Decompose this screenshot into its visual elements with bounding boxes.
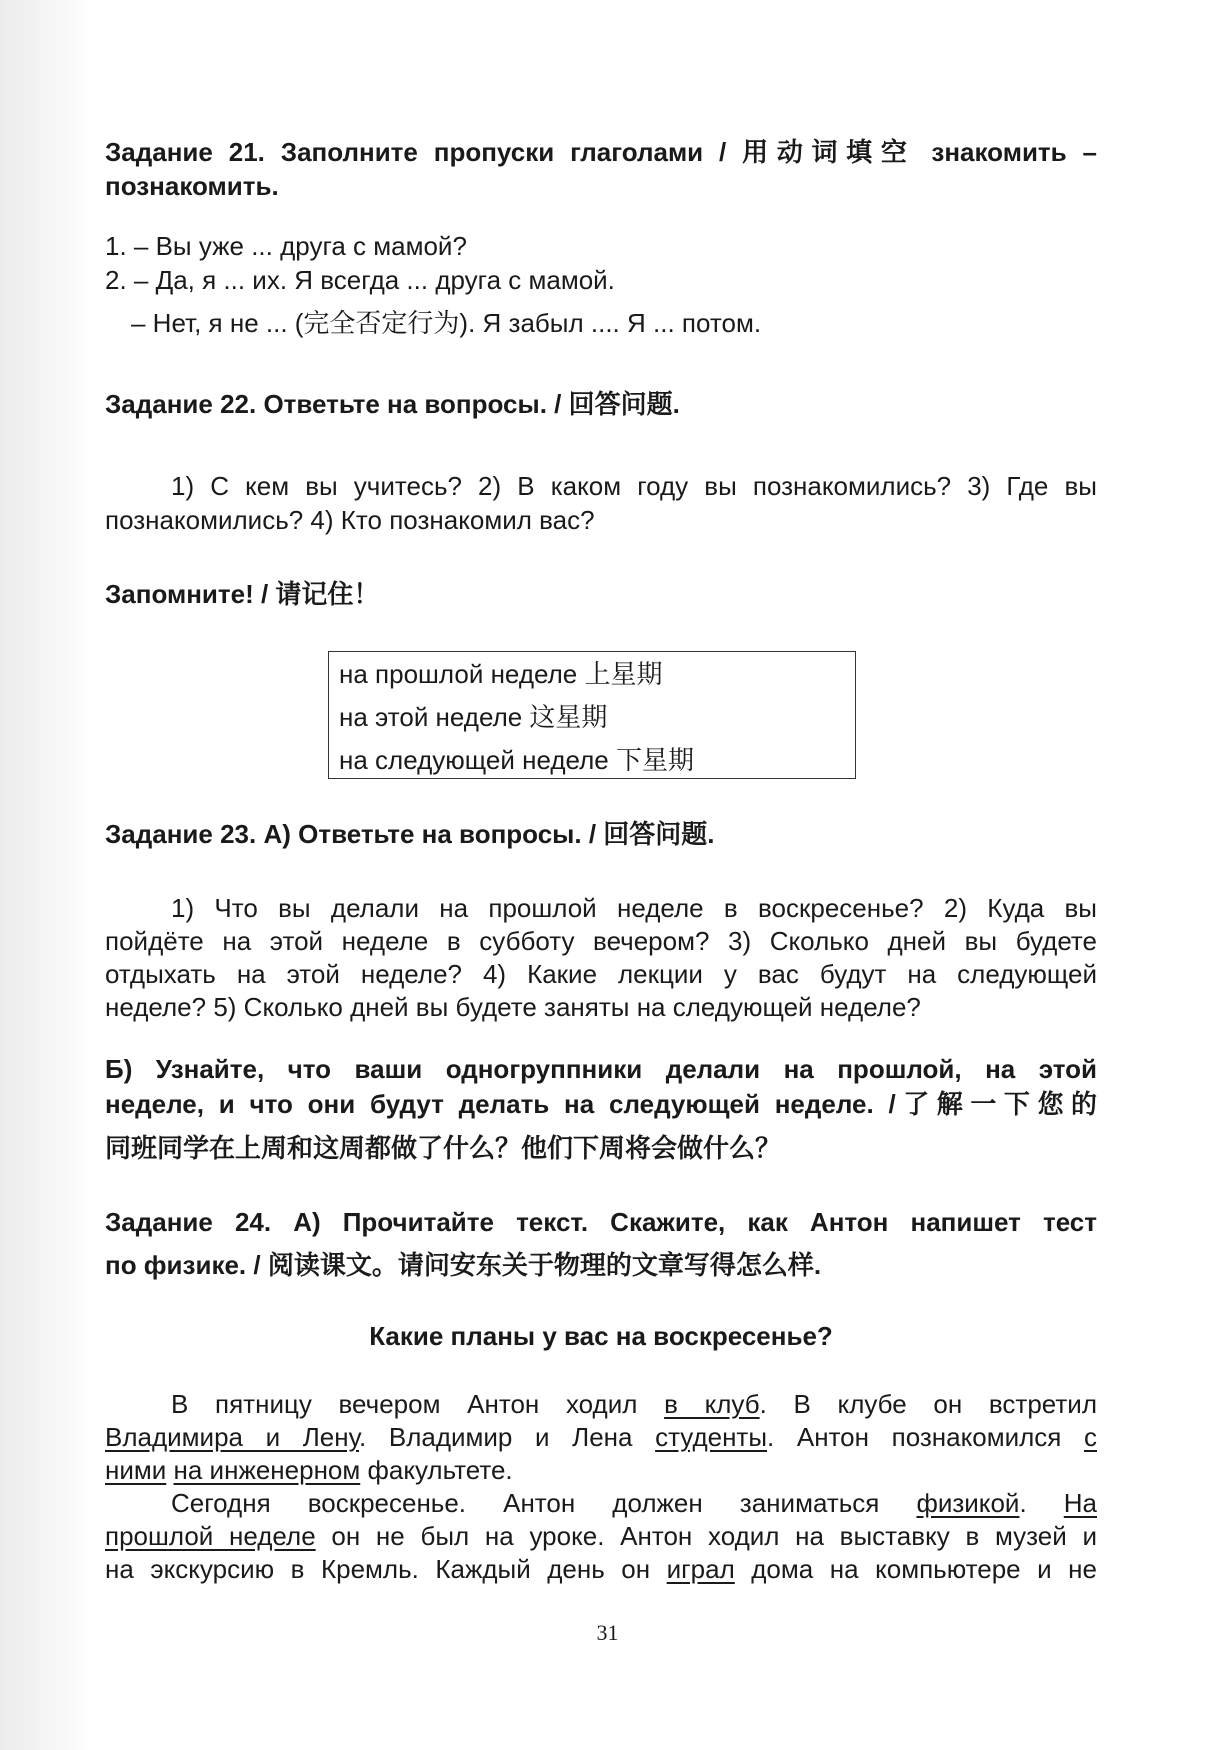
task-23-title: Задание 23. А) Ответьте на вопросы. / 回答问题. [105,819,715,849]
underlined-word: играл [666,1554,735,1584]
remember-title: Запомните! / 请记住！ [105,579,380,609]
underlined-word: с [1084,1422,1097,1452]
paragraph-2-line-3 [105,1552,1097,1586]
task-21-line-3: – Нет, я не ... (完全否定行为). Я забыл .... Я ... потом. [131,308,762,338]
task-23b-line-3: 同班同学在上周和这周都做了什么？他们下周将会做什么？ [105,1133,782,1163]
underlined-word: прошлой неделе [105,1521,316,1551]
scan-edge-shadow [0,0,95,1750]
task-22-title: Задание 22. Ответьте на вопросы. / 回答问题. [105,389,680,419]
paragraph-1-line-2 [105,1420,1097,1454]
text-run: . В клубе он встретил [759,1389,1097,1419]
underlined-word: Владимира и Лену [105,1422,360,1452]
text-run: . Владимир и Лена [359,1422,656,1452]
task-21-title-cont: познакомить. [105,171,279,201]
vocabulary-item: на следующей неделе 下星期 [339,745,694,775]
task-24-title-line-2: по физике. / 阅读课文。请问安东关于物理的文章写得怎么样. [105,1250,822,1280]
task-23-questions-line-4: неделе? 5) Сколько дней вы будете заняты на следующей неделе? [105,992,921,1022]
underlined-word: студенты [655,1422,768,1452]
text-heading: Какие планы у вас на воскресенье? [369,1321,833,1351]
underlined-word: ними [105,1455,167,1485]
paragraph-2-line-1 [105,1486,1097,1520]
paragraph-2-line-2 [105,1519,1097,1553]
task-23b-line-1: Б) Узнайте, что ваши одногруппники делали на прошлой, на этой [105,1054,1097,1084]
underlined-word: физикой [916,1488,1020,1518]
text-run: он не был на уроке. Антон ходил на выставку в музей и [315,1521,1097,1551]
task-23-questions-line-3: отдыхать на этой неделе? 4) Какие лекции у вас будут на следующей [105,959,1097,989]
task-23-questions-line-2: пойдёте на этой неделе в субботу вечером? 3) Сколько дней вы будете [105,926,1097,956]
task-23-questions-line-1: 1) Что вы делали на прошлой неделе в воскресенье? 2) Куда вы [171,893,1097,923]
vocabulary-item: на этой неделе 这星期 [339,702,608,732]
page-number: 31 [596,1620,619,1645]
underlined-word: на инженерном [173,1455,361,1485]
task-22-questions-line-2: познакомились? 4) Кто познакомил вас? [105,505,595,535]
text-run: . Антон познакомился [767,1422,1084,1452]
text-run: факультете. [360,1455,513,1485]
underlined-word: в клуб [664,1389,760,1419]
text-run: . [1019,1488,1064,1518]
text-run [166,1455,173,1485]
text-run: В пятницу вечером Антон ходил [171,1389,665,1419]
vocabulary-box [328,651,856,779]
text-run: дома на компьютере и не [734,1554,1097,1584]
text-run: на экскурсию в Кремль. Каждый день он [105,1554,667,1584]
task-22-questions-line-1: 1) С кем вы учитесь? 2) В каком году вы познакомились? 3) Где вы [171,471,1097,501]
task-23b-line-2: неделе, и что они будут делать на следующей неделе. /了解一下您的 [105,1089,1097,1119]
task-24-title-line-1: Задание 24. А) Прочитайте текст. Скажите, как Антон напишет тест [105,1207,1097,1237]
task-21-line-1: 1. – Вы уже ... друга с мамой? [105,231,467,261]
underlined-word: На [1063,1488,1097,1518]
task-21-title: Задание 21. Заполните пропуски глаголами / 用动词填空 знакомить – [105,137,1097,167]
task-21-line-2: 2. – Да, я ... их. Я всегда ... друга с мамой. [105,265,615,295]
paragraph-1-line-3 [105,1453,1097,1487]
paragraph-1-line-1 [105,1387,1097,1421]
text-run: Сегодня воскресенье. Антон должен заниматься [171,1488,917,1518]
vocabulary-item: на прошлой неделе 上星期 [339,659,663,689]
